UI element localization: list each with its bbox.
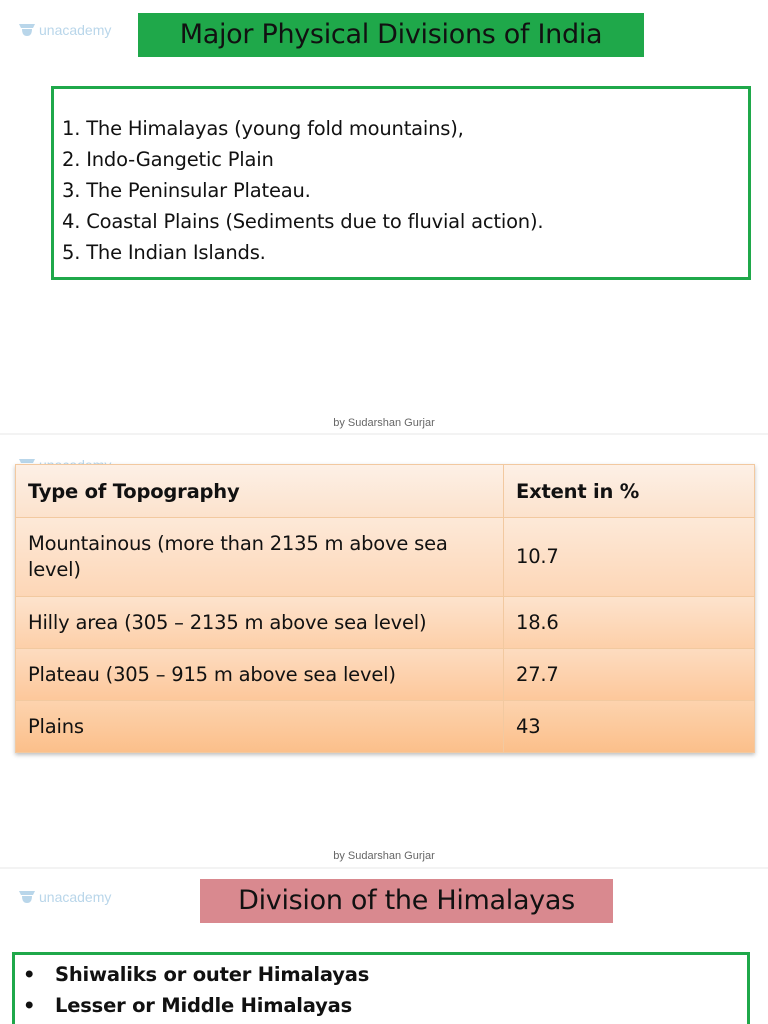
unacademy-logo-text: unacademy	[39, 457, 112, 473]
topography-type-cell: Hilly area (305 – 2135 m above sea level)	[16, 597, 504, 649]
table-row	[16, 649, 755, 701]
slide-title: Major Physical Divisions of India	[138, 13, 644, 57]
list-item: 5. The Indian Islands.	[62, 241, 266, 264]
unacademy-logo	[18, 889, 111, 905]
author-credit: by Sudarshan Gurjar	[333, 417, 435, 429]
column-header-extent: Extent in %	[504, 465, 755, 518]
extent-cell: 10.7	[504, 518, 755, 597]
topography-type-cell: Plateau (305 – 915 m above sea level)	[16, 649, 504, 701]
bullet-icon: •	[23, 994, 36, 1017]
list-item-text: Shiwaliks or outer Himalayas	[55, 963, 370, 986]
list-item: 4. Coastal Plains (Sediments due to fluvial action).	[62, 210, 544, 233]
list-item-text: Lesser or Middle Himalayas	[55, 994, 353, 1017]
table-row	[16, 597, 755, 649]
slide-title: Division of the Himalayas	[200, 879, 613, 923]
unacademy-logo-text: unacademy	[39, 22, 112, 38]
divisions-list-box	[51, 86, 751, 280]
topography-table	[15, 464, 755, 753]
extent-cell: 18.6	[504, 597, 755, 649]
unacademy-logo-text: unacademy	[39, 889, 112, 905]
slide-topography-table	[0, 435, 768, 867]
unacademy-logo	[18, 22, 111, 38]
himalaya-divisions-list	[15, 955, 747, 1021]
himalaya-divisions-box	[12, 952, 750, 1024]
list-item: 1. The Himalayas (young fold mountains),	[62, 117, 464, 140]
list-item	[23, 990, 747, 1021]
list-item	[23, 959, 747, 990]
unacademy-logo-icon	[18, 889, 36, 905]
divisions-list	[54, 89, 748, 268]
table-row	[16, 701, 755, 753]
list-item: 2. Indo-Gangetic Plain	[62, 148, 274, 171]
slide-division-of-himalayas	[0, 869, 768, 1024]
author-credit: by Sudarshan Gurjar	[333, 850, 435, 862]
table-header-row	[16, 465, 755, 518]
topography-type-cell: Plains	[16, 701, 504, 753]
bullet-icon: •	[23, 963, 36, 986]
unacademy-logo-icon	[18, 22, 36, 38]
extent-cell: 27.7	[504, 649, 755, 701]
column-header-type: Type of Topography	[16, 465, 504, 518]
table-row	[16, 518, 755, 597]
slide-major-physical-divisions	[0, 0, 768, 433]
list-item: 3. The Peninsular Plateau.	[62, 179, 311, 202]
topography-type-cell: Mountainous (more than 2135 m above sea level)	[16, 518, 504, 597]
extent-cell: 43	[504, 701, 755, 753]
